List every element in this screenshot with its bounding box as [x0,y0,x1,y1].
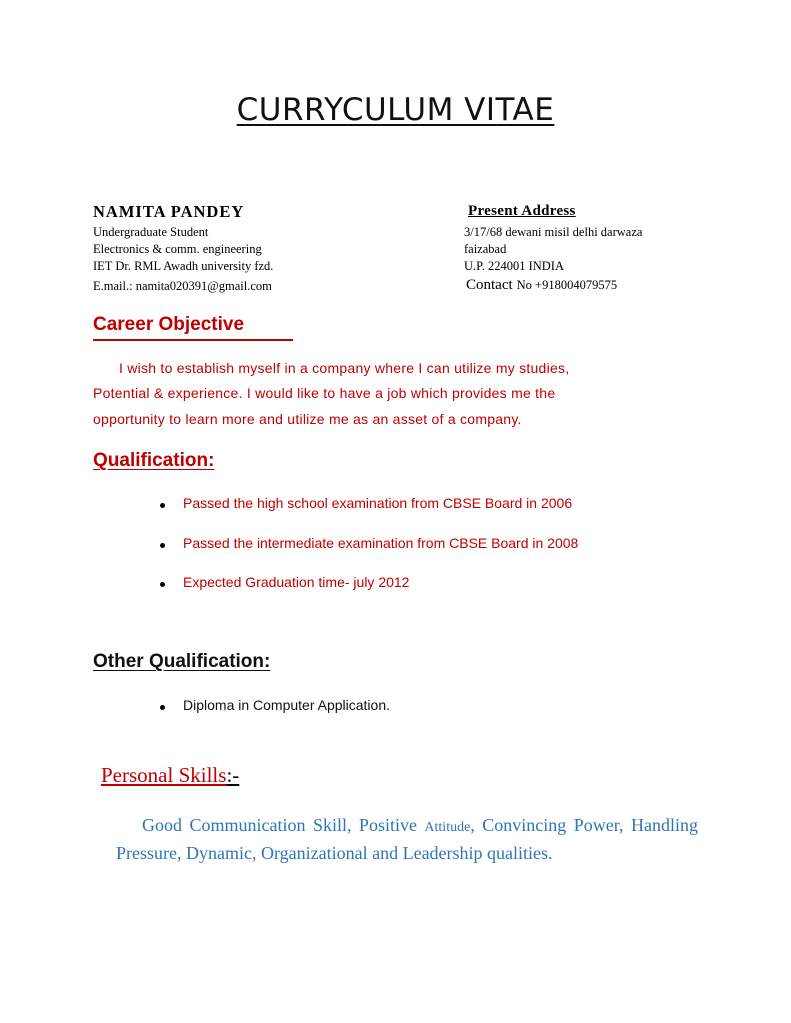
person-line: Undergraduate Student [93,225,209,239]
career-line: I wish to establish myself in a company where I can utilize my studies, [119,360,570,376]
qualification-item: Passed the high school examination from CBSE Board in 2006 [183,495,573,511]
qualification-item: Passed the intermediate examination from CBSE Board in 2008 [183,535,579,551]
document-title: CURRYCULUM VITAE [236,92,555,128]
person-line: IET Dr. RML Awadh university fzd. [93,259,274,273]
skills-paragraph [116,813,698,866]
skills-heading [101,763,239,788]
skills-heading-suffix: :- [226,763,240,787]
address-line: faizabad [464,242,507,256]
contact-label: Contact [466,277,513,293]
address-line: 3/17/68 dewani misil delhi darwaza [464,225,643,239]
person-line: Electronics & comm. engineering [93,242,262,256]
career-heading-underline [93,339,293,341]
bullet-icon [160,503,165,508]
career-line: Potential & experience. I would like to have a job which provides me the [93,385,556,401]
contact-number: No +918004079575 [516,278,618,292]
qualification-item: Expected Graduation time- july 2012 [183,574,410,590]
other-qualification-item: Diploma in Computer Application. [183,697,390,713]
skills-text: Good Communication Skill, Positive [142,815,425,835]
career-line: opportunity to learn more and utilize me as an asset of a company. [93,411,522,427]
bullet-icon [160,705,165,710]
bullet-icon [160,543,165,548]
bullet-icon [160,582,165,587]
address-line: U.P. 224001 INDIA [464,259,564,273]
other-qualification-heading: Other Qualification: [93,651,271,672]
career-heading: Career Objective [93,314,245,335]
person-name: NAMITA PANDEY [93,202,245,221]
skills-text: , Convincing Power, Handling Pressure, Dynamic, Organizational and Leadership qualities. [116,815,698,863]
person-email: E.mail.: namita020391@gmail.com [93,279,272,293]
qualification-heading: Qualification: [93,450,215,471]
contact-row [466,276,617,294]
address-heading: Present Address [468,203,576,219]
skills-heading-label: Personal Skills [101,763,227,787]
skills-text-small: Attitude [424,820,471,835]
